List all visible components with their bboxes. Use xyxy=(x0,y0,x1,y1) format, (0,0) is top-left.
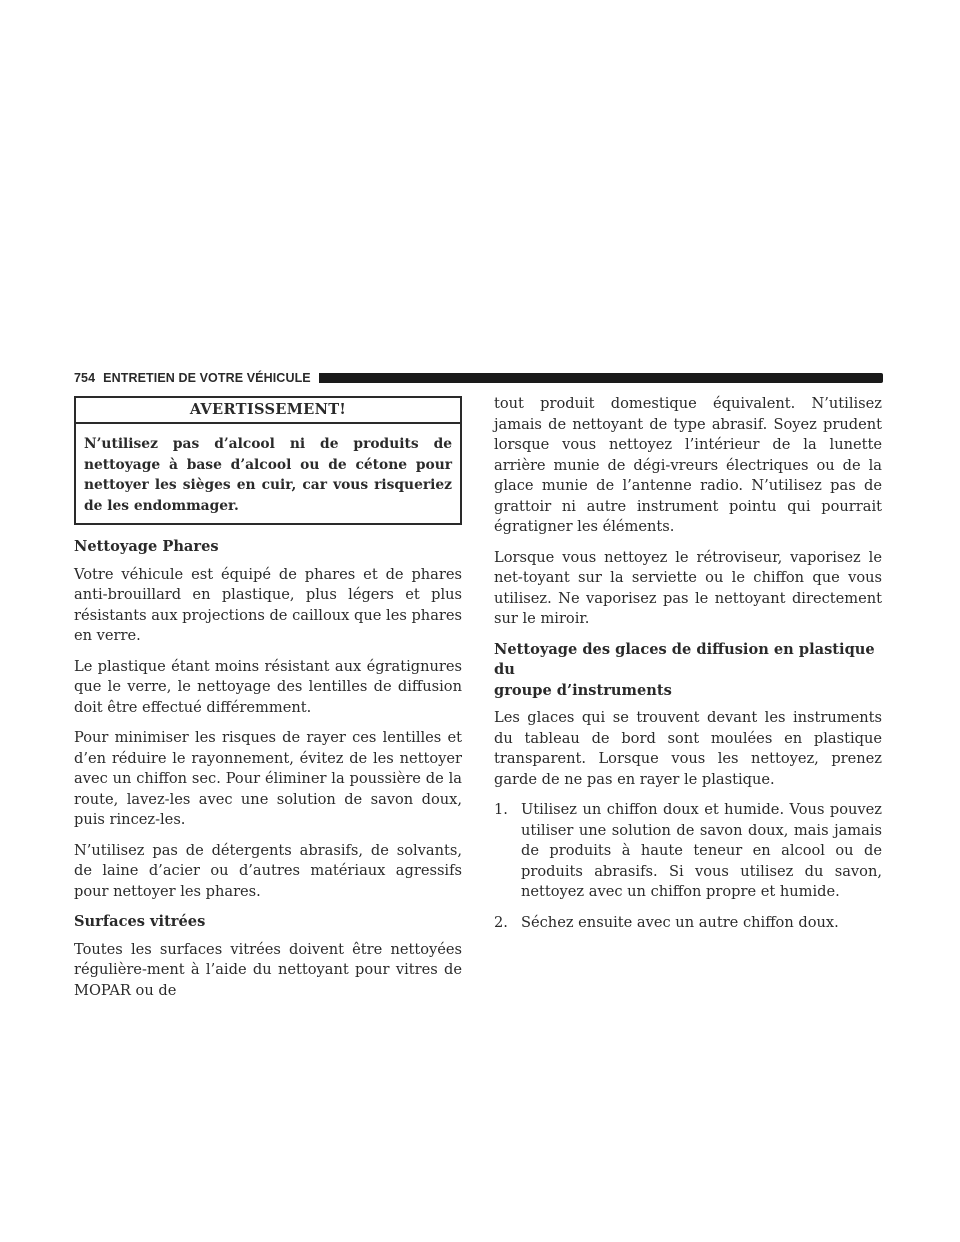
warning-box xyxy=(74,396,462,525)
page-header xyxy=(74,370,883,386)
section-title: ENTRETIEN DE VOTRE VÉHICULE xyxy=(103,371,311,385)
list-item xyxy=(494,913,882,934)
warning-body: N’utilisez pas d’alcool ni de produits de nettoyage à base d’alcool ou de cétone pour nettoyer les sièges en cuir, car vous risqueriez de les endommager. xyxy=(84,436,452,514)
paragraph: N’utilisez pas de détergents abrasifs, de solvants, de laine d’acier ou d’autres matériaux agressifs pour nettoyer les phares. xyxy=(74,841,462,900)
left-column xyxy=(74,396,462,1011)
step-number: 1. xyxy=(494,801,508,818)
paragraph: Le plastique étant moins résistant aux égratignures que le verre, le nettoyage des lentilles de diffusion doit être effectué différemment. xyxy=(74,657,462,716)
page-number: 754 xyxy=(74,371,96,385)
step-text: Séchez ensuite avec un autre chiffon doux. xyxy=(521,913,839,931)
list-item xyxy=(494,800,882,903)
right-column xyxy=(494,394,882,943)
paragraph: Lorsque vous nettoyez le rétroviseur, vaporisez le net-toyant sur la serviette ou le chiffon que vous utilisez. Ne vaporisez pas le nettoyant directement sur le miroir. xyxy=(494,548,882,627)
heading-line: Nettoyage des glaces de diffusion en plastique du xyxy=(494,640,875,678)
warning-title: AVERTISSEMENT! xyxy=(76,398,460,424)
paragraph: Toutes les surfaces vitrées doivent être nettoyées régulière-ment à l’aide du nettoyant pour vitres de MOPAR ou de xyxy=(74,940,462,999)
heading-glaces-diffusion xyxy=(494,640,882,702)
paragraph: Votre véhicule est équipé de phares et de phares anti-brouillard en plastique, plus légers et plus résistants aux projections de cailloux que les phares en verre. xyxy=(74,565,463,644)
heading-surfaces-vitrees: Surfaces vitrées xyxy=(74,913,206,930)
paragraph: Pour minimiser les risques de rayer ces lentilles et d’en réduire le rayonnement, évitez de les nettoyer avec un chiffon sec. Pour éliminer la poussière de la route, lavez-les avec une solution de savon doux, puis rincez-les. xyxy=(74,729,462,828)
paragraph: tout produit domestique équivalent. N’utilisez jamais de nettoyant de type abrasif. Soyez prudent lorsque vous nettoyez l’intérieur de la lunette arrière munie de dégi-vreurs électriques ou de la glace munie de l’antenne radio. N’utilisez pas de grattoir ni autre instrument pointu qui pourrait égratigner les éléments. xyxy=(494,395,882,535)
step-number: 2. xyxy=(494,913,508,931)
heading-line: groupe d’instruments xyxy=(494,681,672,699)
steps-list xyxy=(494,800,882,933)
step-text: Utilisez un chiffon doux et humide. Vous pouvez utiliser une solution de savon doux, mais jamais de produits à haute teneur en alcool ou de produits abrasifs. Si vous utilisez du savon, nettoyez avec un chiffon propre et humide. xyxy=(521,801,882,900)
paragraph: Les glaces qui se trouvent devant les instruments du tableau de bord sont moulées en plastique transparent. Lorsque vous les nettoyez, prenez garde de ne pas en rayer le plastique. xyxy=(494,709,882,788)
heading-nettoyage-phares: Nettoyage Phares xyxy=(74,538,219,555)
header-rule xyxy=(319,373,883,383)
